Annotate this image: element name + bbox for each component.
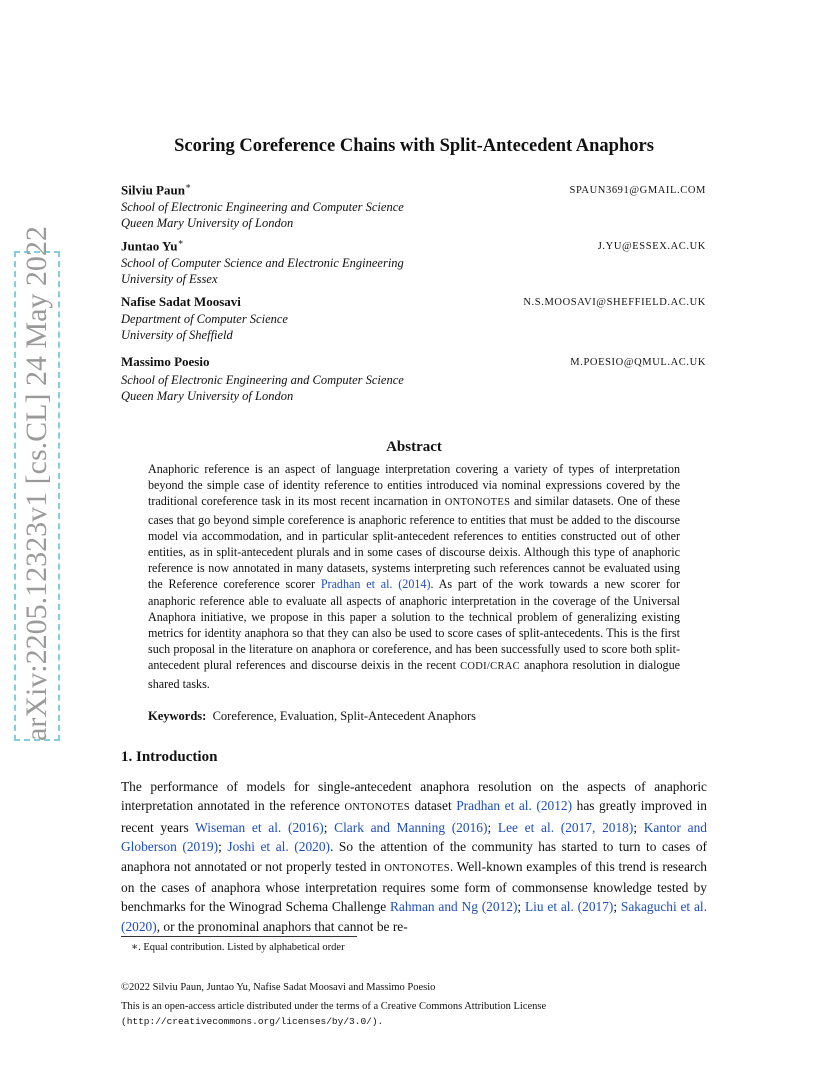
author-affiliation: Queen Mary University of London: [121, 389, 294, 403]
body-text: ;: [487, 819, 492, 835]
dataset-name: ONTONOTES: [344, 802, 410, 814]
equal-contribution-mark: ∗: [177, 237, 184, 247]
author-name: [121, 237, 184, 254]
keywords-text: Coreference, Evaluation, Split-Antecedent Anaphors: [212, 709, 477, 723]
author-email: J.YU@ESSEX.AC.UK: [597, 241, 706, 252]
author-affiliation: University of Essex: [121, 272, 218, 286]
body-text: ;: [517, 899, 522, 915]
body-text: ;: [633, 819, 638, 835]
author-name-text: Silviu Paun: [121, 182, 185, 198]
author-affiliation: School of Electronic Engineering and Computer Science: [121, 200, 404, 214]
license-notice: [121, 999, 681, 1029]
citation-link[interactable]: Kantor and Globerson (2019): [121, 819, 707, 855]
author-email: N.S.MOOSAVI@SHEFFIELD.AC.UK: [523, 297, 706, 308]
abstract-heading: Abstract: [386, 439, 442, 455]
author-affiliation: University of Sheffield: [121, 328, 233, 342]
abstract-sentence: and similar datasets. One of these cases that go beyond simple coreference is anaphoric reference to entities that must be added to the discourse model via accommodation, and in particular split-antecedent references to entities constructed out of other entities, as in split-antecedent plurals and in some cases of discourse deixis. Although this type of anaphoric reference is now annotated in many datasets, systems interpreting such references cannot be evaluated using the Reference coreference scorer: [148, 494, 680, 592]
arxiv-id: arXiv:2205.12323v1 [cs.CL] 24 May 2022: [20, 226, 53, 741]
intro-paragraph: [121, 777, 707, 936]
author-name: [121, 354, 209, 370]
shared-task-name: CODI/CRAC: [460, 661, 520, 673]
copyright-notice: ©2022 Silviu Paun, Juntao Yu, Nafise Sadat Moosavi and Massimo Poesio: [121, 982, 436, 993]
license-text: This is an open-access article distributed under the terms of a Creative Commons Attribution License: [121, 1001, 547, 1012]
abstract-sentence: . As part of the work towards a new scorer for anaphoric reference able to evaluate all aspects of anaphoric interpretation in the coverage of the Universal Anaphora initiative, we propose in this paper a solution to the technical problem of generalizing existing metrics for identity anaphora so that they can also be used to score cases of split-antecedents. This is the first such proposal in the literature on anaphora or coreference, and has been successfully used to score both split-antecedent plural references and discourse deixis in the recent: [148, 577, 680, 673]
author-affiliation: Department of Computer Science: [121, 312, 288, 326]
dataset-name: ONTONOTES: [384, 862, 450, 874]
abstract-sentence: anaphora resolution in dialogue shared tasks.: [148, 658, 681, 691]
abstract-sentence: Anaphoric reference is an aspect of language interpretation covering a variety of types of interpretation beyond the simple case of identity reference to entities introduced via nominal expressions covered by the traditional coreference task in its most recent incarnation in: [148, 462, 680, 509]
dataset-name: ONTONOTES: [444, 497, 511, 509]
body-text: ;: [323, 819, 328, 835]
citation-link[interactable]: Joshi et al. (2020): [227, 839, 330, 855]
author-affiliation: School of Computer Science and Electronic Engineering: [121, 256, 404, 270]
author-name: [121, 294, 241, 310]
license-url[interactable]: (http://creativecommons.org/licenses/by/3.0/).: [121, 1016, 384, 1027]
arxiv-sidebar: [14, 226, 60, 741]
body-text: ;: [613, 899, 618, 915]
author-email: SPAUN3691@GMAIL.COM: [569, 185, 706, 196]
author-affiliation: Queen Mary University of London: [121, 216, 294, 230]
abstract-text: [148, 461, 680, 692]
footnote: ∗. Equal contribution. Listed by alphabetical order: [131, 942, 345, 953]
citation-link[interactable]: Lee et al. (2017, 2018): [497, 819, 634, 835]
author-name: [121, 181, 191, 198]
paper-title: Scoring Coreference Chains with Split-Antecedent Anaphors: [174, 136, 654, 156]
citation-link[interactable]: Rahman and Ng (2012): [389, 899, 518, 915]
citation-link[interactable]: Sakaguchi et al. (2020): [121, 899, 707, 934]
body-text: dataset: [414, 798, 452, 814]
citation-link[interactable]: Liu et al. (2017): [524, 899, 614, 915]
section-heading: 1. Introduction: [121, 749, 218, 765]
equal-contribution-mark: ∗: [184, 181, 192, 191]
citation-link[interactable]: Wiseman et al. (2016): [195, 819, 324, 835]
body-text: has greatly improved in recent years: [121, 798, 708, 835]
body-text: , or the pronominal anaphors that cannot be re-: [156, 918, 408, 934]
body-text: ;: [218, 839, 222, 855]
body-text: . So the attention of the community has started to turn to cases of anaphora not annotated or not properly tested in: [121, 839, 707, 874]
keywords: [148, 709, 476, 724]
author-name-text: Nafise Sadat Moosavi: [121, 294, 241, 309]
author-affiliation: School of Electronic Engineering and Computer Science: [121, 373, 404, 387]
author-name-text: Massimo Poesio: [121, 354, 210, 369]
author-name-text: Juntao Yu: [121, 238, 178, 254]
citation-link[interactable]: Pradhan et al. (2012): [456, 798, 573, 814]
footnote-divider: [121, 936, 357, 937]
citation-link[interactable]: Clark and Manning (2016): [334, 819, 488, 835]
body-text: . Well-known examples of this trend is research on the cases of anaphora whose interpretation requires some form of commonsense knowledge tested by benchmarks for the Winograd Schema Challenge: [121, 858, 707, 915]
body-text: The performance of models for single-antecedent anaphora resolution on the aspects of anaphoric interpretation annotated in the reference: [121, 779, 707, 814]
author-email: M.POESIO@QMUL.AC.UK: [570, 357, 706, 368]
citation-link[interactable]: Pradhan et al. (2014): [320, 577, 431, 592]
keywords-label: Keywords:: [148, 709, 207, 723]
